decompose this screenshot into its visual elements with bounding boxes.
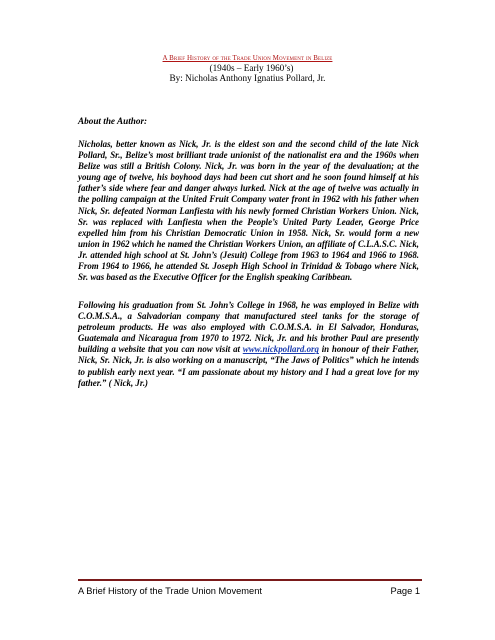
- paragraph-2-text-end: in honour of their Father, Nick, Sr. Nick, Jr. is also working on a manuscript, “The Jaws of Politics” which he intends to publish early next year. “I am passionate about my history and I had a great love for my father.” ( Nick, Jr.): [78, 344, 419, 388]
- page-number: Page 1: [390, 586, 420, 596]
- about-author-heading: About the Author:: [78, 116, 148, 126]
- author-byline: By: Nicholas Anthony Ignatius Pollard, Jr.: [169, 73, 326, 83]
- author-bio-paragraph-2: [78, 300, 419, 389]
- footer-divider: [78, 579, 422, 581]
- website-link[interactable]: www.nickpollard.org: [242, 344, 319, 355]
- paragraph-2-text-start: Following his graduation from St. John’s College in 1968, he was employed in Belize with C.O.M.S.A., a Salvadorian company that manufactured steel tanks for the storage of petroleum products. He was also employed with C.O.M.S.A. in El Salvador, Honduras, Guatemala and Nicaragua from 1970 to 1972. Nick, Jr. and his brother Paul are presently building a website that you can now visit at: [78, 300, 419, 355]
- document-title: A Brief History of the Trade Union Movement in Belize: [162, 54, 333, 62]
- document-subtitle: (1940s – Early 1960’s): [209, 63, 294, 73]
- author-bio-paragraph-1: Nicholas, better known as Nick, Jr. is the eldest son and the second child of the late Nick Pollard, Sr., Belize’s most brilliant trade unionist of the nationalist era and the 1960s when Belize was still a British Colony. Nick, Jr. was born in the year of the devaluation; at the young age of twelve, his boyhood days had been cut short and he soon found himself at his father’s side where fear and danger always lurked. Nick at the age of twelve was actually in the polling campaign at the United Fruit Company water front in 1962 with his father when Nick, Sr. defeated Norman Lanfiesta with his newly formed Christian Workers Union. Nick, Sr. was replaced with Lanfiesta when the People’s United Party Leader, George Price expelled him from his Christian Democratic Union in 1958. Nick, Sr. would form a new union in 1962 which he named the Christian Workers Union, an affiliate of C.L.A.S.C. Nick, Jr. attended high school at St. John’s (Jesuit) College from 1963 to 1964 and 1966 to 1968. From 1964 to 1966, he attended St. Joseph High School in Trinidad & Tobago where Nick, Sr. was based as the Executive Officer for the English speaking Caribbean.: [78, 139, 419, 283]
- title-block: [0, 54, 495, 83]
- footer-title: A Brief History of the Trade Union Movement: [78, 586, 262, 596]
